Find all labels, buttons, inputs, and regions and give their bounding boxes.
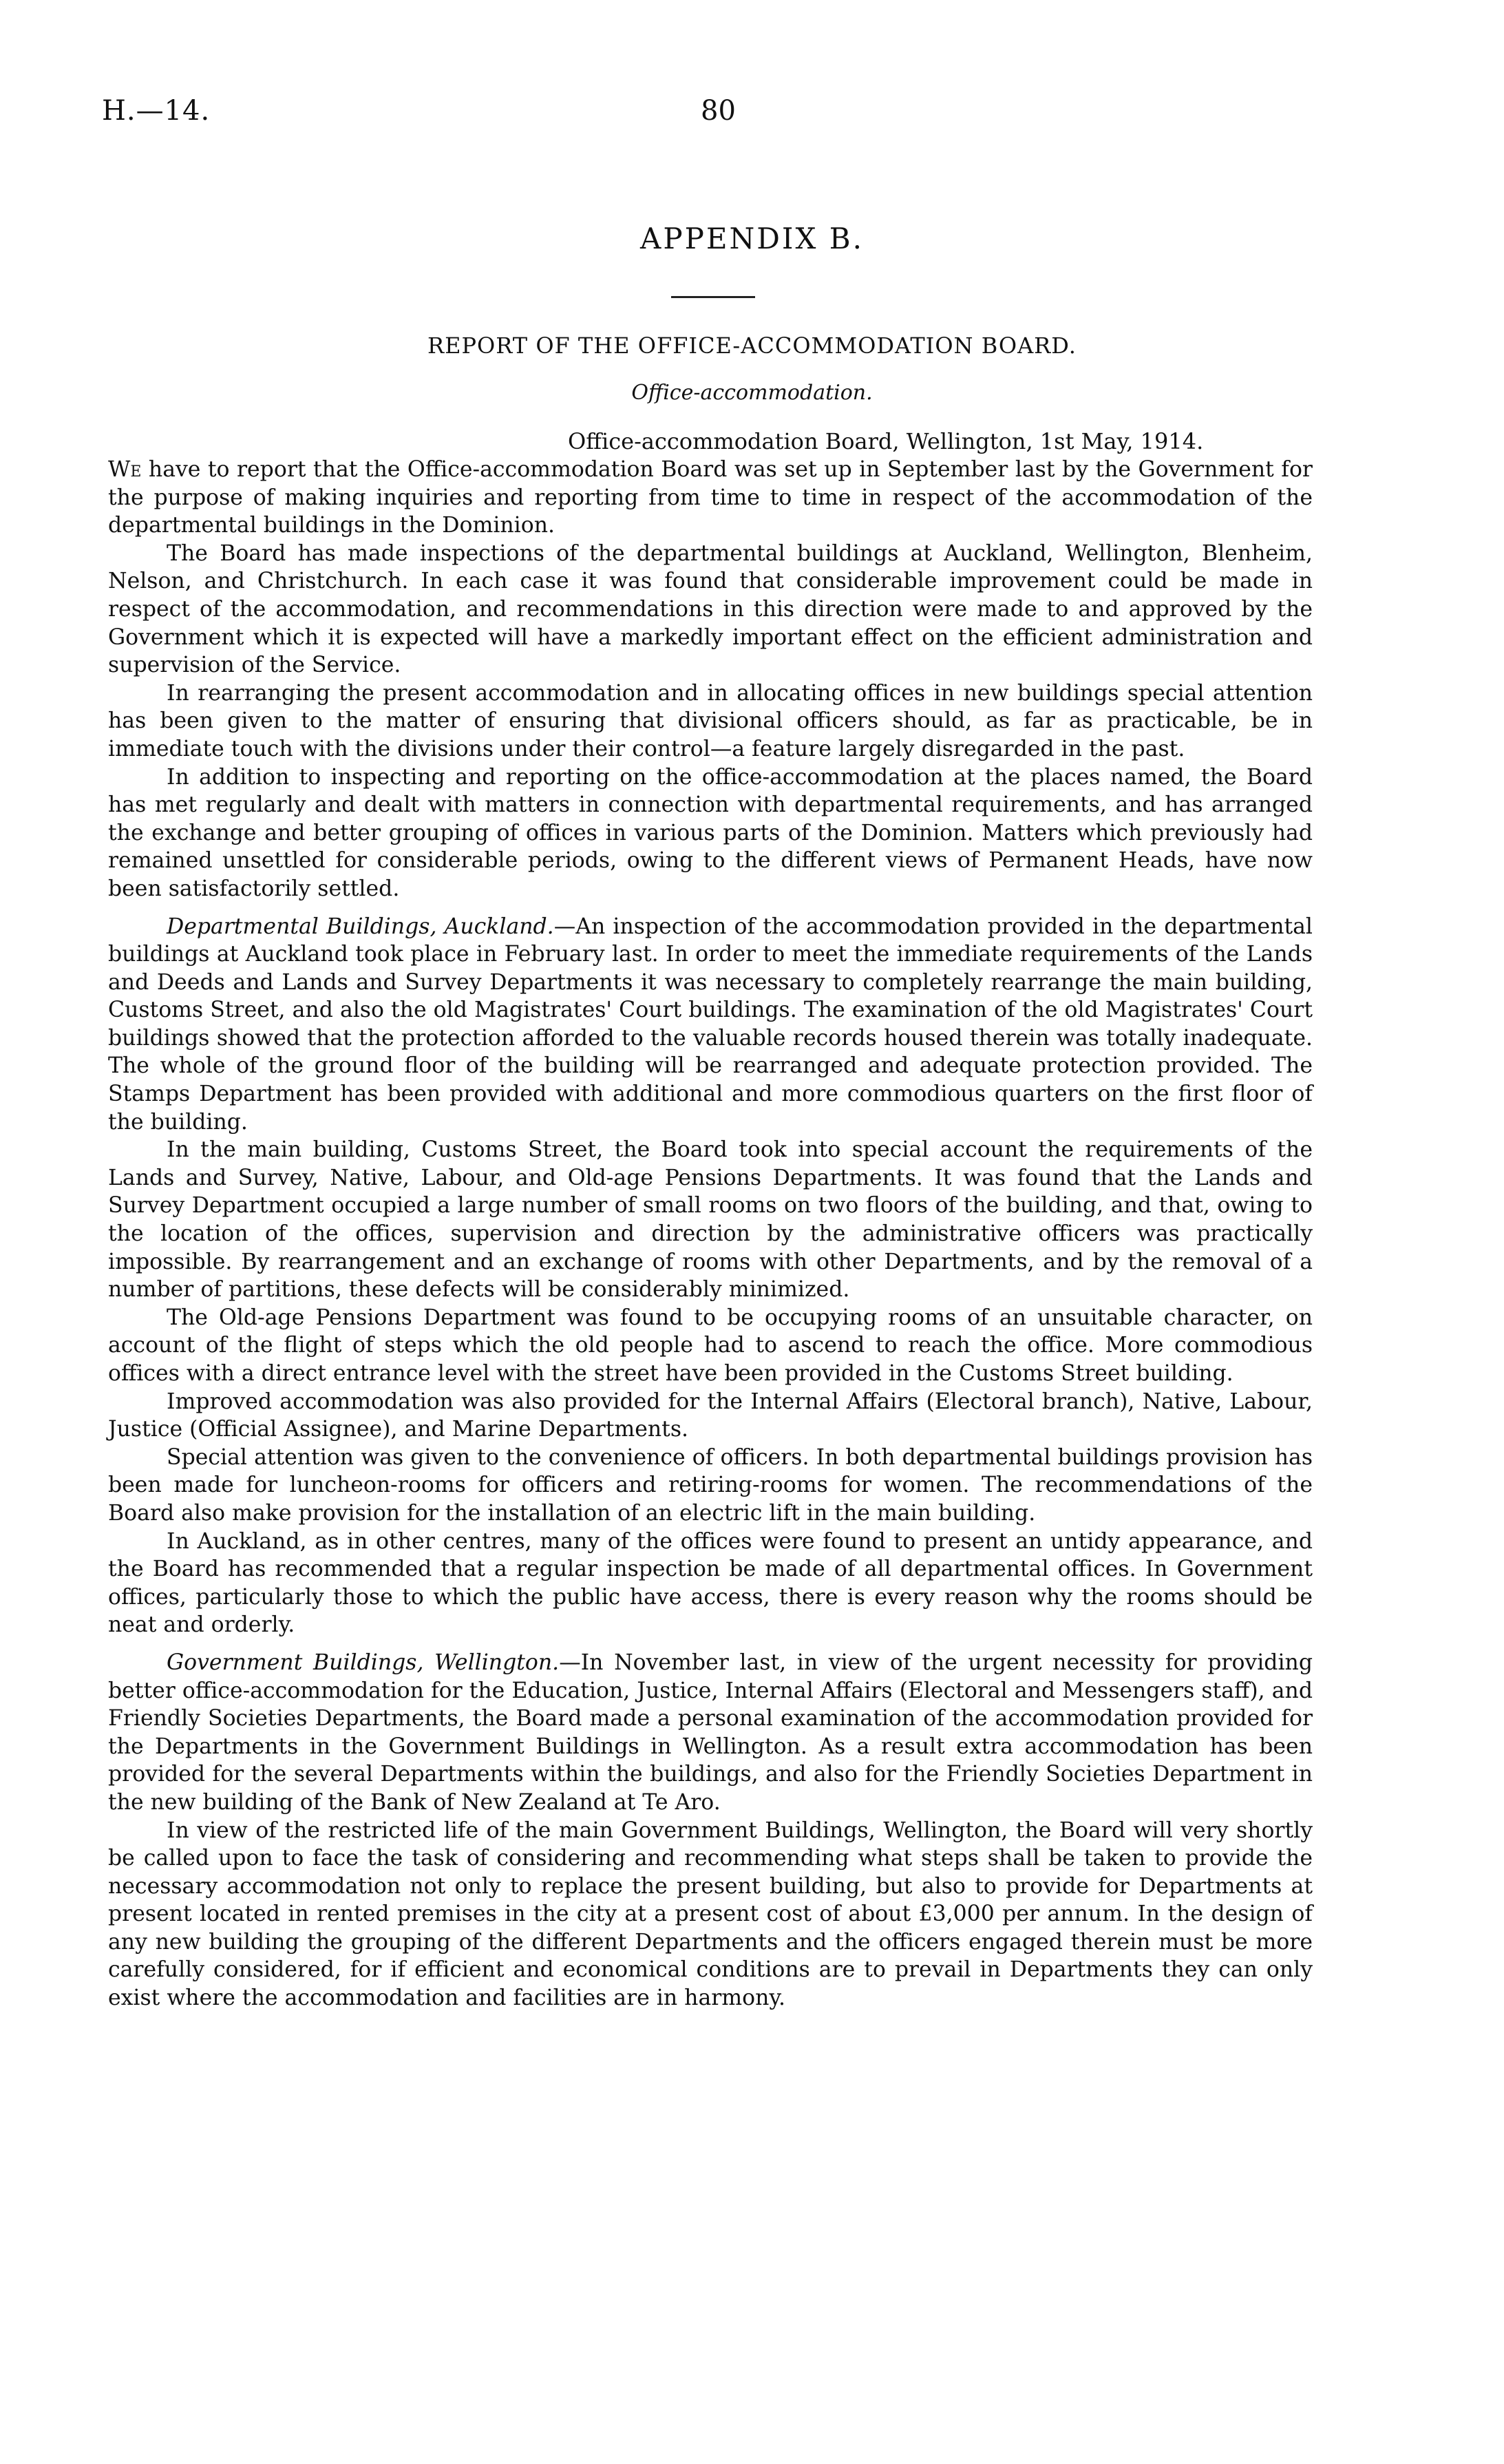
paragraph-1-text: have to report that the Office-accommodation Board was set up in September last by the Government for the purpose of making inquiries and reporting from time to time in respect of the accommodation of the departmental buildings in the Dominion.	[108, 457, 1313, 538]
section-heading-auckland: Departmental Buildings, Auckland.	[167, 914, 554, 939]
paragraph-8: Improved accommodation was also provided for the Internal Affairs (Electoral branch), Native, Labour, Justice (Official Assignee), and Marine Departments.	[108, 1389, 1313, 1442]
paragraph-3: In rearranging the present accommodation and in allocating offices in new buildings special attention has been given to the matter of ensuring that divisional officers should, as far as practicable, be in immediate touch with the divisions under their control—a feature largely disregarded in the past.	[108, 680, 1313, 761]
document-reference: H.—14.	[102, 95, 211, 127]
paragraph-9: Special attention was given to the convenience of officers. In both departmental buildings provision has been made for luncheon-rooms for officers and retiring-rooms for women. The recommendations of the Board also make provision for the installation of an electric lift in the main building.	[108, 1444, 1313, 1526]
section-heading-wellington: Government Buildings, Wellington.	[167, 1650, 560, 1675]
title-divider	[671, 296, 755, 298]
paragraph-11-text: —In November last, in view of the urgent necessity for providing better office-accommodation for the Education, Justice, Internal Affairs (Electoral and Messengers staff), and Friendly Societies Departments, the Board made a personal examination of the accommodation provided for the Departments in the Government Buildings in Wellington. As a result extra accommodation has been provided for the several Departments within the buildings, and also for the Friendly Societies Department in the new building of the Bank of New Zealand at Te Aro.	[108, 1650, 1313, 1815]
paragraph-6: In the main building, Customs Street, the Board took into special account the requirements of the Lands and Survey, Native, Labour, and Old-age Pensions Departments. It was found that the Lands and Survey Department occupied a large number of small rooms on two floors of the building, and that, owing to the location of the offices, supervision and direction by the administrative officers was practically impossible. By rearrangement and an exchange of rooms with other Departments, and by the removal of a number of partitions, these defects will be considerably minimized.	[108, 1137, 1313, 1303]
running-header	[102, 95, 1417, 136]
dateline: Office-accommodation Board, Wellington, 1st May, 1914.	[568, 428, 1204, 454]
paragraph-1-lead: We	[108, 457, 142, 482]
appendix-title: APPENDIX B.	[640, 222, 864, 255]
paragraph-5	[108, 913, 1313, 1137]
paragraph-11	[108, 1649, 1313, 1817]
paragraph-1	[108, 456, 1313, 540]
report-subtitle: Office-accommodation.	[631, 381, 873, 405]
paragraph-5-text: —An inspection of the accommodation provided in the departmental buildings at Auckland took place in February last. In order to meet the immediate requirements of the Lands and Deeds and Lands and Survey Departments it was necessary to completely rearrange the main building, Customs Street, and also the old Magistrates' Court buildings. The examination of the old Magistrates' Court buildings showed that the protection afforded to the valuable records housed therein was totally inadequate. The whole of the ground floor of the building will be rearranged and adequate protection provided. The Stamps Department has been provided with additional and more commodious quarters on the first floor of the building.	[108, 914, 1313, 1135]
report-title: REPORT OF THE OFFICE-ACCOMMODATION BOARD.	[427, 333, 1077, 359]
page-number: 80	[701, 95, 736, 127]
paragraph-4: In addition to inspecting and reporting on the office-accommodation at the places named, the Board has met regularly and dealt with matters in connection with departmental requirements, and has arranged the exchange and better grouping of offices in various parts of the Dominion. Matters which previously had remained unsettled for considerable periods, owing to the different views of Permanent Heads, have now been satisfactorily settled.	[108, 764, 1313, 901]
paragraph-7: The Old-age Pensions Department was found to be occupying rooms of an unsuitable character, on account of the flight of steps which the old people had to ascend to reach the office. More commodious offices with a direct entrance level with the street have been provided in the Customs Street building.	[108, 1305, 1313, 1386]
paragraph-2: The Board has made inspections of the departmental buildings at Auckland, Wellington, Blenheim, Nelson, and Christchurch. In each case it was found that considerable improvement could be made in respect of the accommodation, and recommendations in this direction were made to and approved by the Government which it is expected will have a markedly important effect on the efficient administration and supervision of the Service.	[108, 540, 1313, 678]
report-body	[108, 456, 1313, 2012]
paragraph-10: In Auckland, as in other centres, many of the offices were found to present an untidy appearance, and the Board has recommended that a regular inspection be made of all departmental offices. In Government offices, particularly those to which the public have access, there is every reason why the rooms should be neat and orderly.	[108, 1528, 1313, 1638]
paragraph-12: In view of the restricted life of the main Government Buildings, Wellington, the Board will very shortly be called upon to face the task of considering and recommending what steps shall be taken to provide the necessary accommodation not only to replace the present building, but also to provide for Departments at present located in rented premises in the city at a present cost of about £3,000 per annum. In the design of any new building the grouping of the different Departments and the officers engaged therein must be more carefully considered, for if efficient and economical conditions are to prevail in Departments they can only exist where the accommodation and facilities are in harmony.	[108, 1818, 1313, 2011]
